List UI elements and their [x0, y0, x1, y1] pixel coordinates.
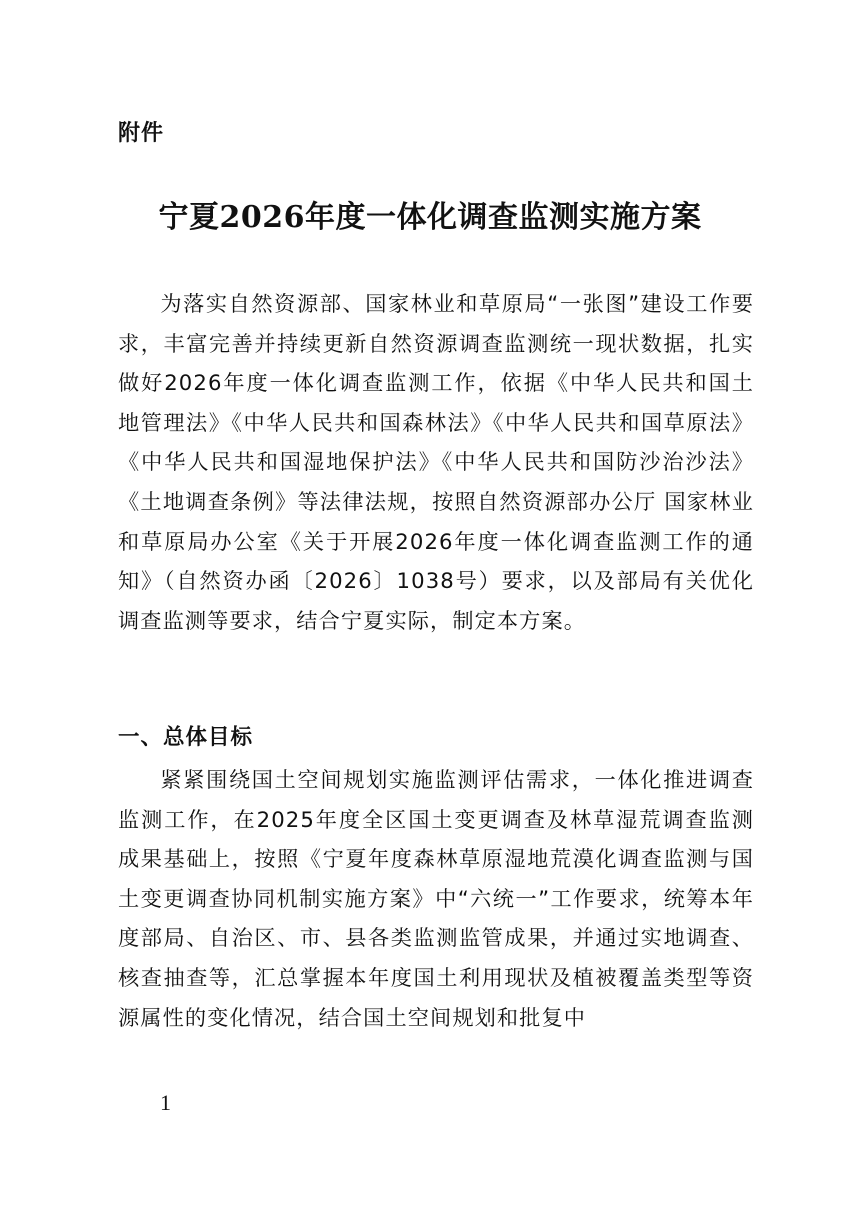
attachment-label: 附件: [118, 121, 165, 146]
intro-paragraph-block: [118, 284, 754, 640]
intro-paragraph: 为落实自然资源部、国家林业和草原局“一张图”建设工作要求，丰富完善并持续更新自然资源调查监测统一现状数据，扎实做好2026年度一体化调查监测工作，依据《中华人民共和国土地管理法》《中华人民共和国森林法》《中华人民共和国草原法》《中华人民共和国湿地保护法》《中华人民共和国防沙治沙法》《土地调查条例》等法律法规，按照自然资源部办公厅 国家林业和草原局办公室《关于开展2026年度一体化调查监测工作的通知》（自然资办函〔2026〕1038号）要求，以及部局有关优化调查监测等要求，结合宁夏实际，制定本方案。: [118, 291, 754, 633]
section-heading-overall-goal: 一、总体目标: [118, 725, 254, 750]
goal-paragraph: 紧紧围绕国土空间规划实施监测评估需求，一体化推进调查监测工作，在2025年度全区国土变更调查及林草湿荒调查监测成果基础上，按照《宁夏年度森林草原湿地荒漠化调查监测与国土变更调查协同机制实施方案》中“六统一”工作要求，统筹本年度部局、自治区、市、县各类监测监管成果，并通过实地调查、核查抽查等，汇总掌握本年度国土利用现状及植被覆盖类型等资源属性的变化情况，结合国土空间规划和批复中: [118, 767, 754, 1030]
goal-paragraph-block: [118, 760, 754, 1037]
document-title: 宁夏2026年度一体化调查监测实施方案: [158, 200, 702, 235]
page-number: 1: [160, 1090, 171, 1115]
